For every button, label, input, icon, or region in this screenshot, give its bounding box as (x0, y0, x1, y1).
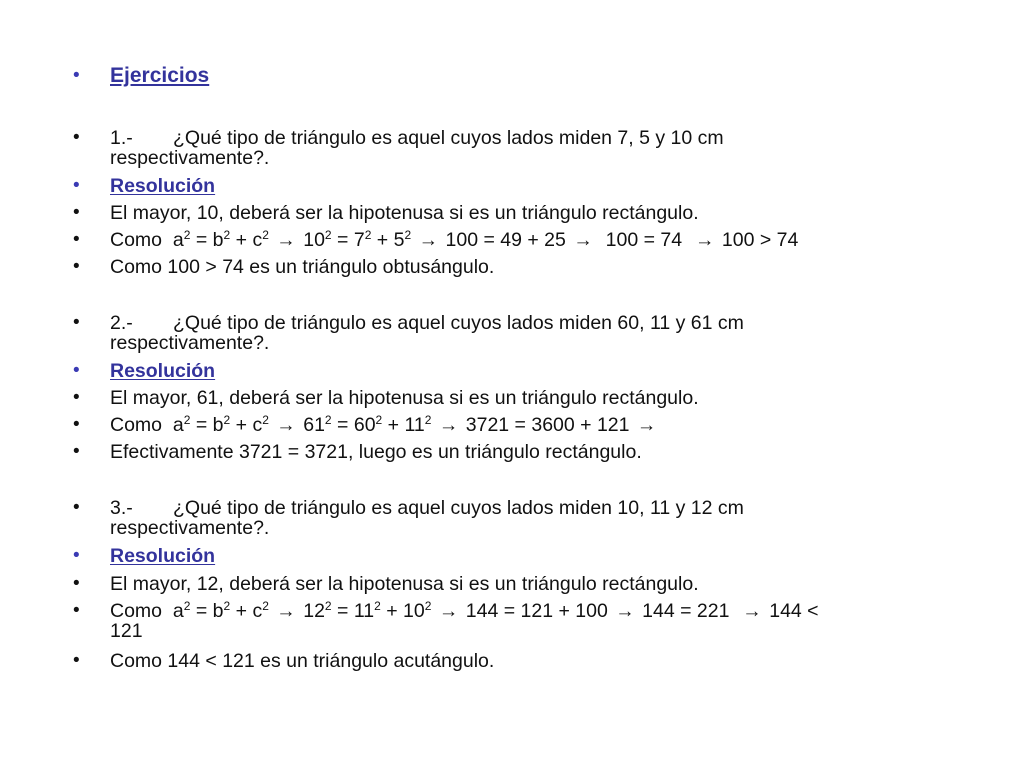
resolution-heading: Resolución (110, 175, 216, 197)
arrow-right-icon: → (276, 600, 296, 622)
exponent: 2 (183, 413, 191, 427)
exponent: 2 (424, 599, 432, 613)
exponent: 2 (183, 228, 191, 242)
bullet: • (73, 545, 80, 566)
question-text-cont: respectivamente?. (110, 517, 270, 539)
exponent: 2 (262, 599, 269, 613)
conclusion-text: Como 100 > 74 es un triángulo obtusángulo. (110, 256, 495, 278)
bullet: • (73, 650, 80, 671)
bullet: • (73, 600, 80, 621)
problem-1-resolution (73, 175, 970, 197)
eq-step: 100 = 49 + 25 (445, 229, 566, 251)
exponent: 2 (374, 599, 381, 613)
problem-number: 2.- (110, 312, 133, 334)
step-text: El mayor, 61, deberá ser la hipotenusa si es un triángulo rectángulo. (110, 387, 699, 409)
bullet: • (73, 256, 80, 277)
formula-word: Como (110, 229, 163, 251)
arrow-right-icon: → (573, 229, 593, 251)
exponent: 2 (183, 599, 191, 613)
var-c: c (252, 600, 263, 622)
eq-term: 61 (303, 414, 325, 436)
var-a: a (172, 414, 184, 436)
var-b: b (212, 229, 224, 251)
exponent: 2 (223, 228, 231, 242)
bullet: • (73, 414, 80, 435)
problem-1-conclusion (73, 256, 970, 278)
eq-step: 100 = 74 (605, 229, 683, 251)
problem-number: 1.- (110, 127, 133, 149)
exponent: 2 (324, 599, 332, 613)
var-c: c (252, 414, 263, 436)
problem-3-question (73, 497, 970, 539)
question-text: ¿Qué tipo de triángulo es aquel cuyos lados miden 10, 11 y 12 cm (173, 497, 744, 519)
var-b: b (212, 600, 224, 622)
bullet: • (73, 387, 80, 408)
arrow-right-icon: → (276, 229, 296, 251)
arrow-right-icon: → (615, 600, 635, 622)
eq-term: 12 (303, 600, 325, 622)
bullet: • (73, 360, 80, 381)
step-text: El mayor, 12, deberá ser la hipotenusa si es un triángulo rectángulo. (110, 573, 699, 595)
bullet: • (73, 202, 80, 223)
formula-word: Como (110, 600, 163, 622)
bullet: • (73, 229, 80, 250)
problem-number: 3.- (110, 497, 133, 519)
var-b: b (212, 414, 224, 436)
eq-term: 5 (393, 229, 405, 251)
bullet: • (73, 312, 80, 333)
eq-step: 3721 = 3600 + 121 (465, 414, 630, 436)
eq-step: 144 = 221 (642, 600, 730, 622)
eq-term: 7 (353, 229, 365, 251)
bullet: • (73, 497, 80, 518)
arrow-right-icon: → (742, 600, 762, 622)
problem-3-conclusion (73, 650, 970, 672)
eq-term: 10 (403, 600, 425, 622)
arrow-right-icon: → (418, 229, 439, 251)
resolution-heading: Resolución (110, 360, 216, 382)
arrow-right-icon: → (694, 229, 715, 251)
exponent: 2 (262, 413, 269, 427)
question-text: ¿Qué tipo de triángulo es aquel cuyos lados miden 7, 5 y 10 cm (173, 127, 724, 149)
arrow-right-icon: → (438, 414, 459, 436)
bullet: • (73, 573, 80, 594)
eq-step: 144 < (769, 600, 819, 622)
problem-3-resolution (73, 545, 970, 567)
problem-1-question (73, 127, 970, 169)
bullet: • (73, 65, 80, 86)
question-text-cont: respectivamente?. (110, 332, 270, 354)
resolution-heading: Resolución (110, 545, 216, 567)
exponent: 2 (424, 413, 432, 427)
exponent: 2 (375, 413, 383, 427)
question-text: ¿Qué tipo de triángulo es aquel cuyos lados miden 60, 11 y 61 cm (173, 312, 744, 334)
arrow-right-icon: → (276, 414, 296, 436)
bullet: • (73, 127, 80, 148)
exponent: 2 (324, 413, 332, 427)
eq-term: 10 (303, 229, 325, 251)
problem-1-step (73, 202, 970, 224)
problem-2-resolution (73, 360, 970, 382)
eq-term: 11 (404, 414, 425, 436)
problem-2-conclusion (73, 441, 970, 463)
var-c: c (252, 229, 263, 251)
problem-2-question (73, 312, 970, 354)
conclusion-text: Efectivamente 3721 = 3721, luego es un triángulo rectángulo. (110, 441, 642, 463)
problem-2-formula: • Como $a^2 = b^2 + c^2 \to 61^2 = 60^2 + 11^2 \to 3721 = 3600 + 121$ → (73, 413, 657, 436)
formula-word: Como (110, 414, 163, 436)
eq-step-cont: 121 (110, 620, 143, 642)
var-a: a (172, 600, 184, 622)
exponent: 2 (404, 228, 412, 242)
step-text: El mayor, 10, deberá ser la hipotenusa si es un triángulo rectángulo. (110, 202, 699, 224)
exponent: 2 (364, 228, 372, 242)
bullet: • (73, 441, 80, 462)
problem-3-formula: • Como $a^2 = b^2 + c^2 \to 12^2 = 11^2 + 10^2 \to 144 = 121 + 100 \to 144 = 221 \to 144$ < 121 (73, 599, 819, 642)
exponent: 2 (262, 228, 269, 242)
exponent: 2 (223, 599, 231, 613)
eq-step: 100 > 74 (721, 229, 799, 251)
arrow-right-icon: → (438, 600, 459, 622)
var-a: a (172, 229, 184, 251)
problem-2-step (73, 387, 970, 409)
arrow-right-icon: → (636, 414, 657, 436)
title-item (73, 64, 970, 87)
problem-3-step (73, 573, 970, 595)
conclusion-text: Como 144 < 121 es un triángulo acutángulo. (110, 650, 495, 672)
bullet: • (73, 175, 80, 196)
eq-step: 144 = 121 + 100 (465, 600, 608, 622)
problem-1-formula: • Como $a^2 = b^2 + c^2 \to 10^2 = 7^2 + 5^2 \to 100 = 49 + 25 \to 100 = 74 \to 100 > 74$ (73, 228, 799, 251)
eq-term: 11 (353, 600, 375, 622)
question-text-cont: respectivamente?. (110, 147, 270, 169)
eq-term: 60 (353, 414, 376, 436)
exponent: 2 (324, 228, 332, 242)
slide-title: Ejercicios (110, 64, 210, 87)
exponent: 2 (223, 413, 231, 427)
